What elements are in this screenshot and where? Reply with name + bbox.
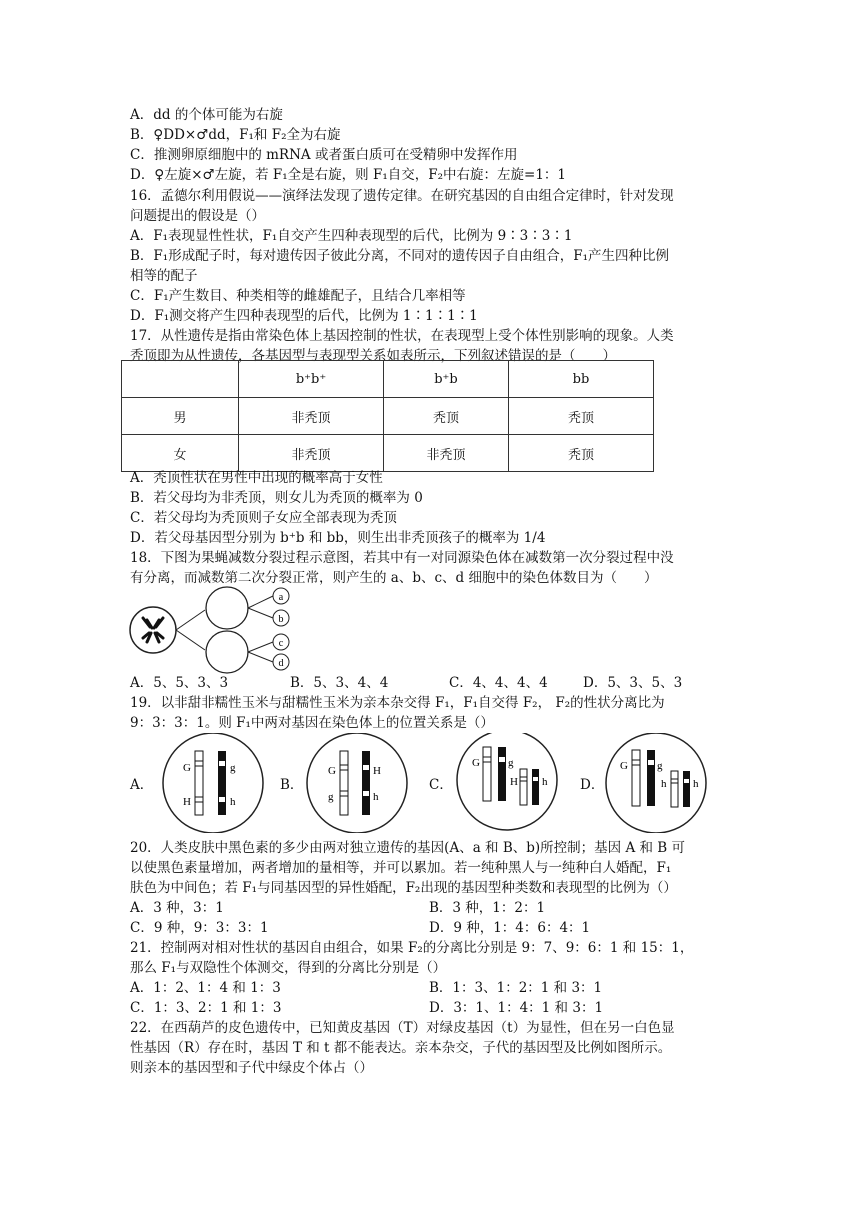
- table-header: bb: [509, 361, 654, 398]
- secondary-cell-2: [206, 631, 248, 673]
- q19-label-d: D．: [580, 777, 605, 793]
- gene-label: G: [328, 765, 336, 777]
- gene-label: H: [373, 765, 381, 777]
- table-row: [122, 435, 654, 472]
- q16-option-a: A．F₁表现显性性状，F₁自交产生四种表现型的后代，比例为 9∶3∶3∶1: [130, 228, 573, 244]
- parent-cell: [130, 607, 176, 653]
- gene-label: G: [472, 757, 480, 769]
- option-c-cell: [457, 733, 557, 830]
- table-cell: [122, 361, 239, 398]
- table-row: [122, 398, 654, 435]
- q19-chromosome-diagrams: [150, 733, 710, 833]
- table-cell: 男: [122, 398, 239, 435]
- q22-stem-1: 22．在西葫芦的皮色遗传中，已知黄皮基因（T）对绿皮基因（t）为显性，但在另一白色显: [130, 1020, 675, 1036]
- q21-option-b: B．1：3、1：2：1 和 3：1: [429, 980, 603, 996]
- q20-option-d: D．9 种，1：4：6：4：1: [429, 920, 591, 936]
- q21-option-c: C．1：3、2：1 和 1：3: [130, 1000, 282, 1016]
- q22-stem-3: 则亲本的基因型和子代中绿皮个体占（）: [130, 1060, 373, 1076]
- gene-label: g: [657, 760, 663, 772]
- table-cell: 非秃顶: [239, 398, 384, 435]
- option-a-cell: [163, 733, 263, 833]
- gene-label: G: [620, 760, 628, 772]
- gene-label: h: [542, 776, 548, 788]
- q21-option-d: D．3：1、1：4：1 和 3：1: [429, 1000, 604, 1016]
- option-b-cell: [307, 733, 407, 833]
- table-header: b⁺b: [384, 361, 509, 398]
- q15-option-b: B．♀DD×♂dd，F₁和 F₂全为右旋: [130, 127, 341, 143]
- q20-stem-2: 以使黑色素量增加，两者增加的量相等，并可以累加。若一纯种黑人与一纯种白人婚配，F₁: [130, 860, 672, 876]
- cell-label: a: [278, 592, 284, 603]
- q16-option-d: D．F₁测交将产生四种表现型的后代，比例为 1∶1∶1∶1: [130, 308, 478, 324]
- q17-option-c: C．若父母均为秃顶则子女应全部表现为秃顶: [130, 510, 397, 526]
- q19-label-b: B．: [280, 777, 304, 793]
- q17-stem-2: 秃顶即为从性遗传，各基因型与表现型关系如表所示，下列叙述错误的是（ ）: [130, 348, 616, 364]
- table-cell: 秃顶: [509, 398, 654, 435]
- gene-label: h: [373, 791, 379, 803]
- q18-option-b: B．5、3、4、4: [290, 675, 389, 691]
- q20-option-c: C．9 种，9：3：3：1: [130, 920, 269, 936]
- gene-label: g: [508, 757, 514, 769]
- q19-label-c: C．: [429, 777, 453, 793]
- q20-stem-1: 20．人类皮肤中黑色素的多少由两对独立遗传的基因(A、a 和 B、b)所控制；基因 A 和 B 可: [130, 840, 685, 856]
- q21-option-a: A．1：2、1：4 和 1：3: [130, 980, 281, 996]
- q19-stem-2: 9：3：3：1。则 F₁中两对基因在染色体上的位置关系是（）: [130, 715, 494, 731]
- table-header: b⁺b⁺: [239, 361, 384, 398]
- cell-label: d: [278, 658, 284, 669]
- q17-option-b: B．若父母均为非秃顶，则女儿为秃顶的概率为 0: [130, 490, 423, 506]
- q15-option-c: C．推测卵原细胞中的 mRNA 或者蛋白质可在受精卵中发挥作用: [130, 147, 518, 163]
- table-cell: 非秃顶: [239, 435, 384, 472]
- gene-label: h: [230, 796, 236, 808]
- table-cell: 秃顶: [509, 435, 654, 472]
- q18-option-a: A．5、5、3、3: [130, 675, 229, 691]
- table-cell: 非秃顶: [384, 435, 509, 472]
- q18-stem-2: 有分离，而减数第二次分裂正常，则产生的 a、b、c、d 细胞中的染色体数目为（ ）: [130, 570, 658, 586]
- q19-label-a: A．: [130, 777, 154, 793]
- q17-option-d: D．若父母基因型分别为 b⁺b 和 bb，则生出非秃顶孩子的概率为 1/4: [130, 530, 546, 546]
- option-d-cell: [606, 733, 706, 833]
- table-cell: 秃顶: [384, 398, 509, 435]
- q17-stem-1: 17．从性遗传是指由常染色体上基因控制的性状，在表现型上受个体性别影响的现象。人类: [130, 328, 674, 344]
- q18-option-c: C．4、4、4、4: [449, 675, 548, 691]
- q16-option-b-2: 相等的配子: [130, 268, 198, 284]
- q20-option-b: B．3 种，1：2：1: [429, 900, 546, 916]
- meiosis-diagram: [125, 586, 300, 674]
- q18-option-d: D．5、3、5、3: [583, 675, 683, 691]
- gene-label: g: [328, 791, 334, 803]
- gene-label: G: [183, 762, 191, 774]
- q16-stem-2: 问题提出的假设是（）: [130, 208, 265, 224]
- q15-option-a: A．dd 的个体可能为右旋: [130, 107, 283, 123]
- gene-label: H: [510, 776, 518, 788]
- q16-stem-1: 16．孟德尔利用假说——演绎法发现了遗传定律。在研究基因的自由组合定律时，针对发现: [130, 188, 674, 204]
- chromosomes: [143, 618, 163, 642]
- q16-option-c: C．F₁产生数目、种类相等的雌雄配子，且结合几率相等: [130, 288, 466, 304]
- table-cell: 女: [122, 435, 239, 472]
- cell-label: b: [278, 614, 284, 625]
- q20-stem-3: 肤色为中间色；若 F₁与同基因型的异性婚配，F₂出现的基因型种类数和表现型的比例为（）: [130, 880, 677, 896]
- gene-label: h: [661, 778, 667, 790]
- q19-stem-1: 19．以非甜非糯性玉米与甜糯性玉米为亲本杂交得 F₁，F₁自交得 F₂， F₂的性状分离比为: [130, 695, 665, 711]
- q20-option-a: A．3 种，3：1: [130, 900, 224, 916]
- gene-label: g: [230, 762, 236, 774]
- gene-label: H: [183, 796, 191, 808]
- q16-option-b-1: B．F₁形成配子时，每对遗传因子彼此分离，不同对的遗传因子自由组合，F₁产生四种比例: [130, 248, 669, 264]
- table-header-row: [122, 361, 654, 398]
- secondary-cell-1: [206, 587, 248, 629]
- q17-table: [121, 360, 654, 472]
- q22-stem-2: 性基因（R）存在时，基因 T 和 t 都不能表达。亲本杂交，子代的基因型及比例如图所示。: [130, 1040, 672, 1056]
- gene-label: h: [693, 778, 699, 790]
- q17-option-a: A．秃顶性状在男性中出现的概率高于女性: [130, 470, 383, 486]
- q21-stem-1: 21．控制两对相对性状的基因自由组合，如果 F₂的分离比分别是 9：7、9：6：1 和 15：1，: [130, 940, 694, 956]
- q18-stem-1: 18．下图为果蝇减数分裂过程示意图，若其中有一对同源染色体在减数第一次分裂过程中没: [130, 550, 674, 566]
- q21-stem-2: 那么 F₁与双隐性个体测交，得到的分离比分别是（）: [130, 960, 447, 976]
- q15-option-d: D．♀左旋×♂左旋，若 F₁全是右旋，则 F₁自交，F₂中右旋：左旋=1：1: [130, 167, 567, 183]
- cell-label: c: [278, 638, 284, 649]
